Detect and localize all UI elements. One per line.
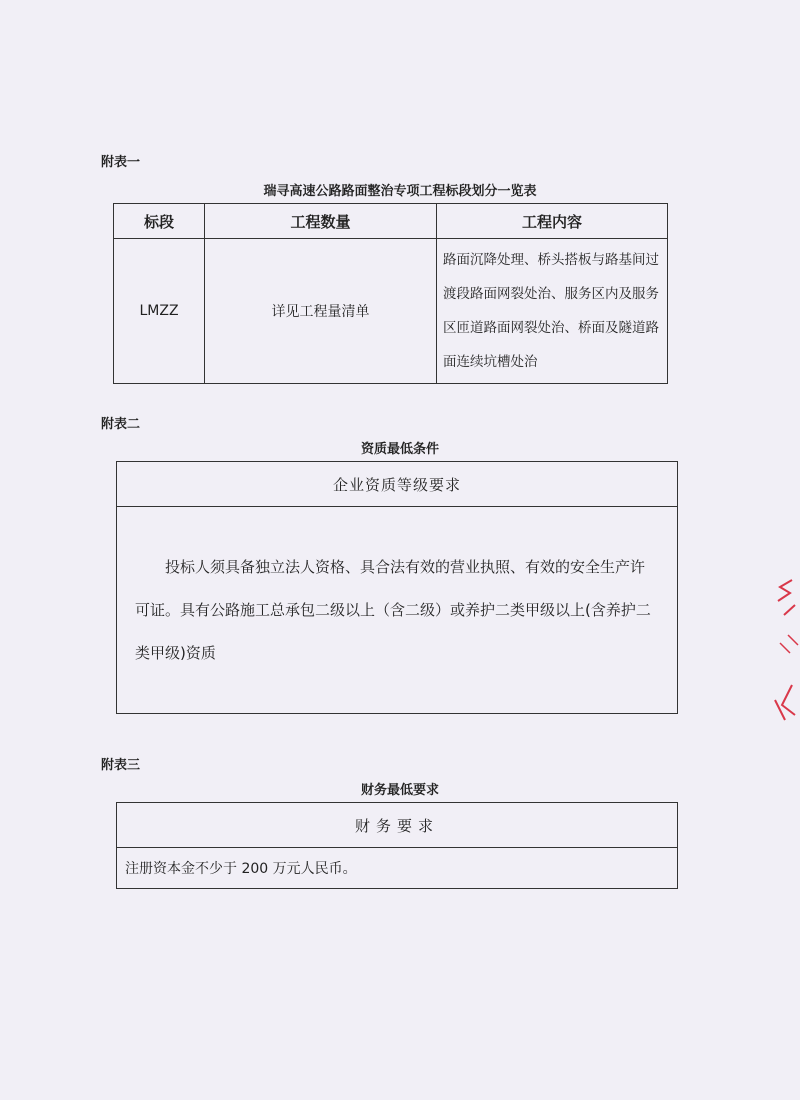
cell-section: LMZZ — [114, 239, 205, 384]
annex3-title: 财务最低要求 — [360, 783, 439, 798]
annex3-table — [116, 802, 678, 889]
table-header-row — [117, 803, 678, 848]
table-header-row — [117, 462, 678, 507]
stamp-fragment-icon — [770, 575, 800, 725]
annex3-label: 附表三 — [101, 758, 141, 773]
table-row — [117, 848, 678, 889]
header-section: 标段 — [114, 204, 205, 239]
annex2-table — [116, 461, 678, 714]
header-content: 工程内容 — [437, 204, 668, 239]
table-row — [117, 507, 678, 714]
header-quantity: 工程数量 — [205, 204, 437, 239]
qualification-body-cell — [117, 507, 678, 714]
table-row — [114, 239, 668, 384]
annex1-table — [113, 203, 668, 384]
table-header-row — [114, 204, 668, 239]
annex2-label: 附表二 — [101, 417, 141, 432]
annex1-title: 瑞寻高速公路路面整治专项工程标段划分一览表 — [263, 184, 537, 199]
annex1-label: 附表一 — [101, 155, 141, 170]
cell-content: 路面沉降处理、桥头搭板与路基间过渡段路面网裂处治、服务区内及服务区匝道路面网裂处治、桥面及隧道路面连续坑槽处治 — [437, 239, 668, 384]
finance-text: 注册资本金不少于 200 万元人民币。 — [117, 848, 678, 889]
finance-header: 财务要求 — [117, 803, 678, 848]
qualification-text: 投标人须具备独立法人资格、具合法有效的营业执照、有效的安全生产许可证。具有公路施工总承包二级以上（含二级）或养护二类甲级以上(含养护二类甲级)资质 — [135, 557, 651, 662]
cell-quantity: 详见工程量清单 — [205, 239, 437, 384]
qualification-header: 企业资质等级要求 — [117, 462, 678, 507]
annex2-title: 资质最低条件 — [360, 442, 439, 457]
